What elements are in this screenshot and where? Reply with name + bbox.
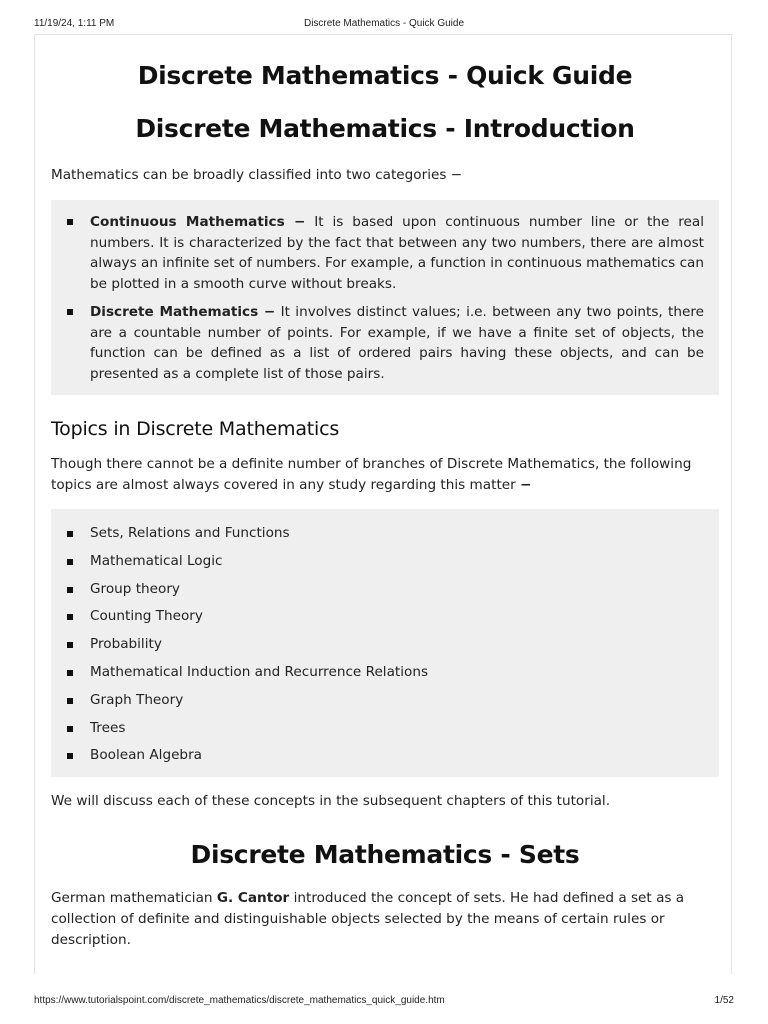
topic-label: Group theory [90,580,180,597]
bullet-square-icon [67,642,73,648]
list-item [51,302,719,384]
topic-label: Mathematical Logic [90,552,223,569]
sets-paragraph [51,888,719,951]
list-item [51,548,719,576]
definition-text: It involves distinct values; i.e. between any two points, there are a countable number of points. For example, if we have a finite set of objects, the function can be defined as a list of ordered pairs having these objects, and can be presented as a complete list of those pairs. [90,304,704,382]
intro-heading: Discrete Mathematics - Introduction [135,114,635,143]
print-url: https://www.tutorialspoint.com/discrete_mathematics/discrete_mathematics_quick_guide.htm [34,995,445,1006]
topic-label: Mathematical Induction and Recurrence Relations [90,663,429,680]
definition-term: Continuous Mathematics − [90,214,306,230]
list-item [51,631,719,659]
topics-intro-paragraph [51,454,719,496]
definition-text: It is based upon continuous number line or the real numbers. It is characterized by the fact that between any two numbers, there are almost always an infinite set of numbers. For example, a function in continuous mathematics can be plotted in a smooth curve without breaks. [90,214,704,292]
topics-intro-text: Though there cannot be a definite number of branches of Discrete Mathematics, the following topics are almost always covered in any study regarding this matter [51,456,692,493]
intro-paragraph: Mathematics can be broadly classified into two categories − [51,167,463,183]
bullet-square-icon [67,614,73,620]
list-item [51,715,719,743]
sets-text-end: introduced the concept of sets. He had defined a set as a collection of definite and distinguishable objects selected by the means of certain rules or description. [51,890,685,949]
list-item [51,603,719,631]
list-item [51,576,719,604]
topic-label: Sets, Relations and Functions [90,525,290,541]
bullet-square-icon [67,726,73,732]
topics-box [51,509,719,777]
bullet-square-icon [67,559,73,565]
topics-heading: Topics in Discrete Mathematics [51,418,340,440]
definitions-box [51,200,719,395]
document-content [51,34,719,951]
bullet-square-icon [67,531,73,537]
bullet-square-icon [67,670,73,676]
list-item [51,659,719,687]
list-item [51,687,719,715]
topics-list [51,520,719,770]
list-item [51,520,719,548]
print-header [34,18,734,32]
topic-label: Graph Theory [90,691,184,708]
bullet-square-icon [67,219,73,225]
list-item [51,212,719,294]
print-title: Discrete Mathematics - Quick Guide [303,18,465,29]
list-item [51,742,719,770]
bullet-square-icon [67,587,73,593]
print-footer [34,995,734,1009]
print-datetime: 11/19/24, 1:11 PM [34,18,115,29]
topics-outro-paragraph: We will discuss each of these concepts in the subsequent chapters of this tutorial. [51,793,611,810]
sets-heading: Discrete Mathematics - Sets [190,840,580,870]
bullet-square-icon [67,698,73,704]
sets-text-name: G. Cantor [216,890,290,907]
topic-label: Trees [90,719,126,736]
topic-label: Counting Theory [90,608,203,625]
topics-intro-dash: − [520,477,532,493]
definition-term: Discrete Mathematics − [90,304,276,320]
sets-text-start: German mathematician [51,890,217,907]
bullet-square-icon [67,753,73,759]
definitions-list [51,212,719,384]
topic-label: Probability [90,636,162,653]
print-page-number: 1/52 [714,995,734,1006]
topic-label: Boolean Algebra [90,747,202,764]
page-title: Discrete Mathematics - Quick Guide [137,61,633,90]
bullet-square-icon [67,309,73,315]
